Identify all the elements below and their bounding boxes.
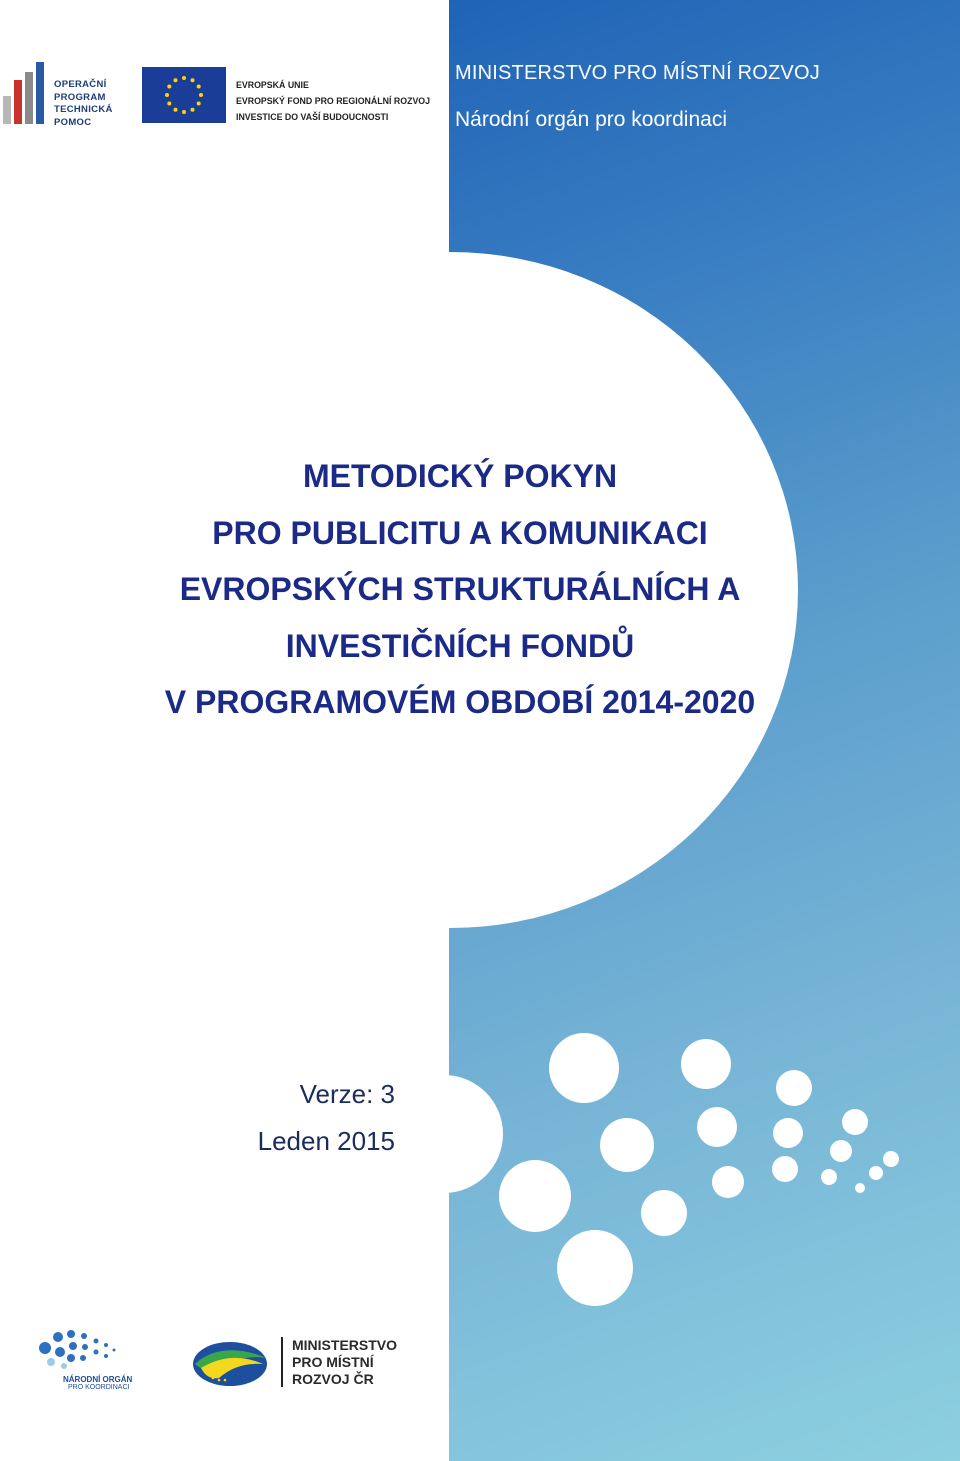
title-line-5: V PROGRAMOVÉM OBDOBÍ 2014-2020 [164,684,756,720]
eu-logo-text: EVROPSKÁ UNIE EVROPSKÝ FOND PRO REGIONÁLNÍ ROZVOJ INVESTICE DO VAŠÍ BUDOUCNOSTI [236,80,431,122]
document-title [130,448,790,731]
version-block [258,1071,395,1165]
decorative-dot [883,1151,899,1167]
decorative-dot [712,1166,744,1198]
decorative-dot [641,1190,687,1236]
nok-logo-text: NÁRODNÍ ORGÁN [63,1375,133,1384]
decorative-dot [821,1169,837,1185]
title-line-3: EVROPSKÝCH STRUKTURÁLNÍCH A [179,571,741,607]
version-label: Verze: 3 [299,1079,395,1109]
version-date: Leden 2015 [257,1126,395,1156]
decorative-dot [600,1118,654,1172]
decorative-dot [772,1156,798,1182]
ministry-title: MINISTERSTVO PRO MÍSTNÍ ROZVOJ [455,62,820,84]
decorative-dot [773,1118,803,1148]
decorative-dot [681,1039,731,1089]
mmr-logo-text: MINISTERSTVO PRO MÍSTNÍ ROZVOJ ČR [292,1337,398,1387]
decorative-dot [499,1160,571,1232]
decorative-dot [869,1166,883,1180]
decorative-dot [776,1070,812,1106]
nok-logo-subtext: PRO KOORDINACI [68,1384,130,1391]
white-version-circle [385,1075,503,1193]
decorative-dot [855,1183,865,1193]
title-line-2: PRO PUBLICITU A KOMUNIKACI [212,514,708,551]
title-line-4: INVESTIČNÍCH FONDŮ [285,627,635,664]
optp-logo-text: OPERAČNÍ PROGRAM TECHNICKÁ POMOC [54,79,113,128]
decorative-dot [830,1140,852,1162]
mmr-emblem-icon [191,1338,269,1388]
decorative-dot [557,1230,633,1306]
ministry-subtitle: Národní orgán pro koordinaci [455,108,727,131]
title-line-1: METODICKÝ POKYN [302,458,618,494]
decorative-dot [842,1109,868,1135]
decorative-dot [549,1033,619,1103]
mmr-divider [281,1337,283,1387]
eu-flag-icon [142,67,226,123]
decorative-dot [697,1107,737,1147]
